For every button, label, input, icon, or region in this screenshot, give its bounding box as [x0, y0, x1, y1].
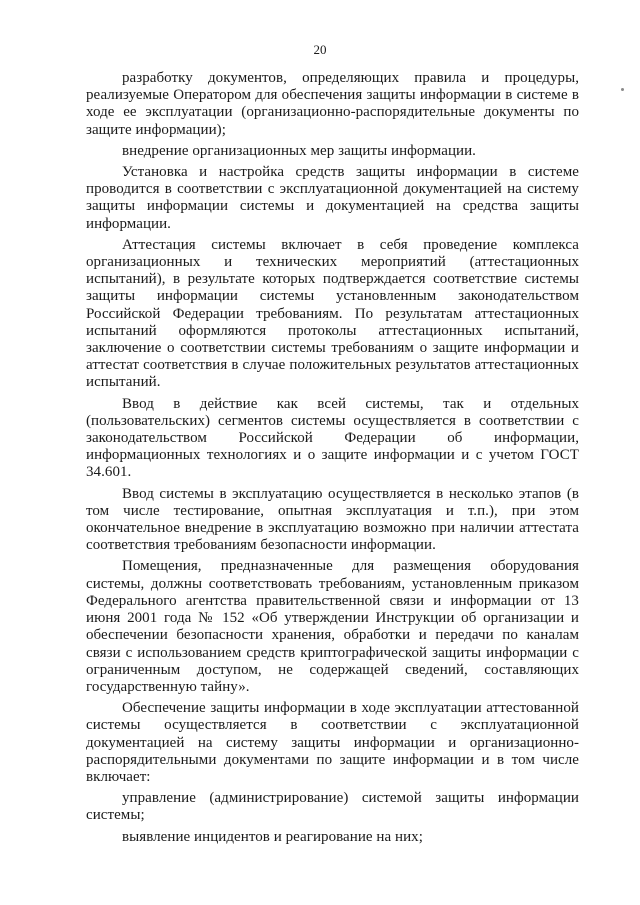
paragraph-administration: управление (администрирование) системой защиты информации системы;	[86, 790, 579, 824]
document-body	[86, 70, 579, 850]
page-number: 20	[313, 42, 327, 57]
margin-mark	[621, 88, 624, 91]
paragraph-incident-response: выявление инцидентов и реагирование на них;	[122, 828, 423, 845]
paragraph-protection-during-operation: Обеспечение защиты информации в ходе эксплуатации аттестованной системы осуществляется в соответствии с эксплуатационной документацией на систему защиты информации и организационно-распорядительными документами по защите информации и в том числе включает:	[86, 700, 579, 785]
paragraph-premises: Помещения, предназначенные для размещения оборудования системы, должны соответствовать требованиям, установленным приказом Федерального агентства правительственной связи и информации от 13 июня 2001 года № 152 «Об утверждении Инструкции об организации и обеспечении безопасности хранения, обработки и передачи по каналам связи с использованием средств криптографической защиты информации с ограниченным доступом, не содержащей сведений, составляющих государственную тайну».	[86, 558, 579, 695]
paragraph-attestation: Аттестация системы включает в себя проведение комплекса организационных и технических мероприятий (аттестационных испытаний), в результате которых подтверждается соответствие системы защиты информации системы установленным законодательством Российской Федерации требованиям. По результатам аттестационных испытаний оформляются протоколы аттестационных испытаний, заключение о соответствии системы требованиям о защите информации и аттестат соответствия в случае положительных результатов аттестационных испытаний.	[86, 236, 579, 391]
paragraph-documents-development: разработку документов, определяющих правила и процедуры, реализуемые Оператором для обеспечения защиты информации в системе в ходе ее эксплуатации (организационно-распорядительные документы по защите информации);	[86, 70, 579, 138]
paragraph-organizational-measures: внедрение организационных мер защиты информации.	[122, 142, 476, 159]
paragraph-commissioning: Ввод в действие как всей системы, так и отдельных (пользовательских) сегментов системы осуществляется в соответствии с законодательством Российской Федерации об информации, информационных технологиях и о защите информации и с учетом ГОСТ 34.601.	[86, 395, 579, 481]
paragraph-operation-stages: Ввод системы в эксплуатацию осуществляется в несколько этапов (в том числе тестирование, опытная эксплуатация и т.п.), при этом окончательное внедрение в эксплуатацию возможно при наличии аттестата соответствия требованиям безопасности информации.	[86, 485, 579, 554]
paragraph-installation: Установка и настройка средств защиты информации в системе проводится в соответствии с эксплуатационной документацией на систему защиты информации системы и документацией на средства защиты информации.	[86, 164, 579, 232]
